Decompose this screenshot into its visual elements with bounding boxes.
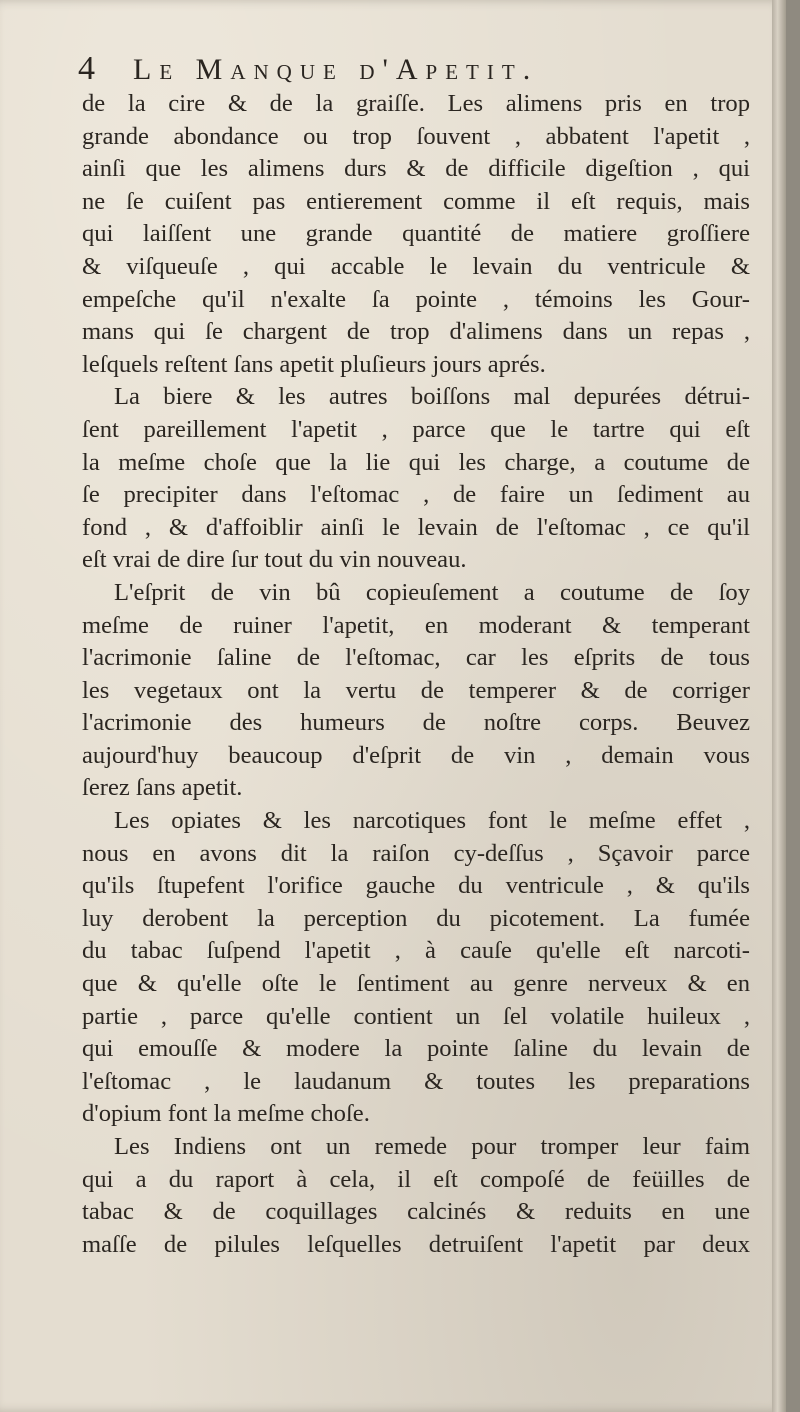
text-line: ſe precipiter dans l'eſtomac , de faire un ſediment au [82, 481, 750, 509]
text-line: leſquels reſtent ſans apetit pluſieurs jours aprés. [82, 350, 546, 378]
text-line: qui emouſſe & modere la pointe ſaline du levain de [82, 1035, 750, 1063]
page-header [78, 50, 768, 90]
text-line: que & qu'elle oſte le ſentiment au genre nerveux & en [82, 970, 750, 998]
text-line: ainſi que les alimens durs & de difficile digeſtion , qui [82, 155, 750, 183]
page-number: 4 [78, 50, 95, 87]
text-line: & viſqueuſe , qui accable le levain du ventricule & [82, 252, 750, 280]
text-line: luy derobent la perception du picotement. La fumée [82, 904, 750, 932]
text-line: eſt vrai de dire ſur tout du vin nouveau. [82, 546, 467, 574]
text-line: Les opiates & les narcotiques font le meſme effet , [114, 807, 750, 835]
text-line: la meſme choſe que la lie qui les charge, a coutume de [82, 448, 750, 476]
text-line: d'opium font la meſme choſe. [82, 1100, 370, 1128]
running-title: Le Manque d'Apetit. [133, 53, 539, 86]
text-line: ſent pareillement l'apetit , parce que le tartre qui eſt [82, 415, 750, 443]
text-line: mans qui ſe chargent de trop d'alimens dans un repas , [82, 318, 750, 346]
text-line: ne ſe cuiſent pas entierement comme il eſt requis, mais [82, 187, 750, 215]
text-line: Les Indiens ont un remede pour tromper leur faim [114, 1133, 750, 1160]
text-line: tabac & de coquillages calcinés & reduits en une [82, 1198, 750, 1226]
text-line: qui laiſſent une grande quantité de matiere groſſiere [82, 220, 750, 248]
text-line: L'eſprit de vin bû copieuſement a coutume de ſoy [114, 578, 750, 606]
text-line: La biere & les autres boiſſons mal depurées détrui- [114, 383, 750, 411]
text-line: de la cire & de la graiſſe. Les alimens pris en trop [82, 90, 750, 117]
text-line: les vegetaux ont la vertu de temperer & de corriger [82, 676, 750, 704]
text-line: l'eſtomac , le laudanum & toutes les preparations [82, 1067, 750, 1095]
text-line: grande abondance ou trop ſouvent , abbatent l'apetit , [82, 122, 750, 150]
text-line: partie , parce qu'elle contient un ſel volatile huileux , [82, 1002, 750, 1030]
body-text [82, 88, 750, 1261]
text-line: aujourd'huy beaucoup d'eſprit de vin , demain vous [82, 741, 750, 769]
text-line: nous en avons dit la raiſon cy-deſſus , Sçavoir parce [82, 839, 750, 867]
page-edge [772, 0, 786, 1412]
text-line: ſerez ſans apetit. [82, 774, 243, 802]
text-line: fond , & d'affoiblir ainſi le levain de l'eſtomac , ce qu'il [82, 513, 750, 541]
text-line: meſme de ruiner l'apetit, en moderant & temperant [82, 611, 750, 639]
text-line: maſſe de pilules leſquelles detruiſent l'apetit par deux [82, 1230, 750, 1258]
text-line: du tabac ſuſpend l'apetit , à cauſe qu'elle eſt narcoti- [82, 937, 750, 965]
text-line: qui a du raport à cela, il eſt compoſé de feüilles de [82, 1165, 750, 1193]
text-line: l'acrimonie ſaline de l'eſtomac, car les eſprits de tous [82, 644, 750, 672]
text-line: l'acrimonie des humeurs de noſtre corps. Beuvez [82, 709, 750, 737]
text-line: empeſche qu'il n'exalte ſa pointe , témoins les Gour- [82, 285, 750, 313]
text-line: qu'ils ſtupefent l'orifice gauche du ventricule , & qu'ils [82, 872, 750, 900]
